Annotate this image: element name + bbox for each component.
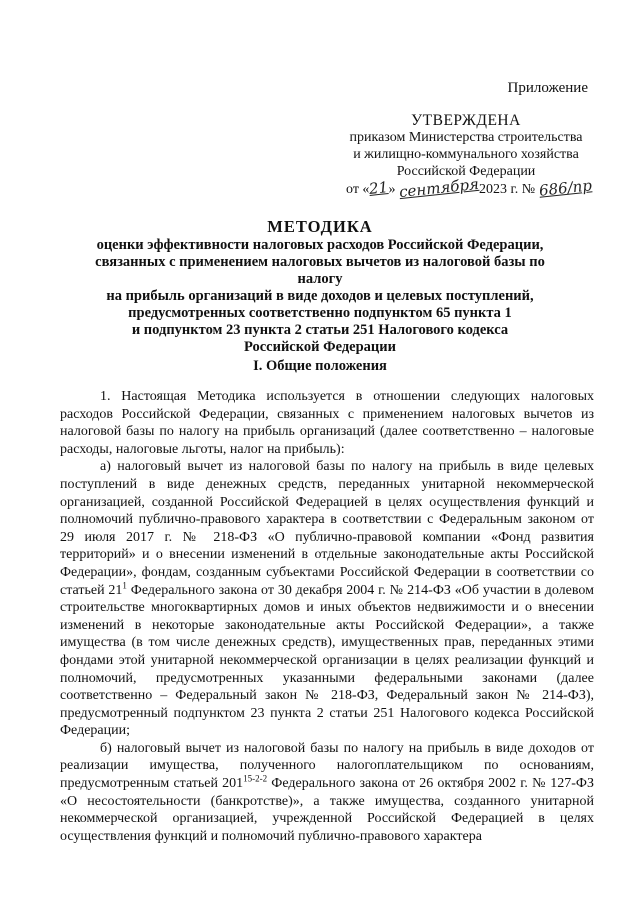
approved-heading: УТВЕРЖДЕНА	[411, 112, 521, 129]
approval-block	[336, 112, 596, 202]
handwritten-order-number: 686/пр	[537, 176, 593, 200]
order-line-3: Российской Федерации	[396, 164, 536, 179]
title-line: Российской Федерации	[243, 339, 396, 355]
paragraph-b: б) налоговый вычет из налоговой базы по налогу на прибыль в виде доходов от реализации имущества, полученного налогоплательщиком по основаниям, предусмотренным статьей 201$^{15-2-2}$ Федерального закона от 26 октября 2002 г. № 127-ФЗ «О несостоятельности (банкротстве)», а также имущества, созданного унитарной некоммерческой организацией, учрежденной Российской Федерацией в целях осуществления функций и полномочий публично-правового характера	[60, 740, 594, 844]
document-body	[60, 388, 594, 845]
order-date-line: от «21» сентября2023 г. № 686/пр	[346, 174, 593, 202]
title-line: на прибыль организаций в виде доходов и целевых поступлений,	[106, 288, 534, 304]
order-line-2: и жилищно-коммунального хозяйства	[353, 147, 579, 162]
paragraph-a: а) налоговый вычет из налоговой базы по налогу на прибыль в виде целевых поступлений в виде денежных средств, переданных унитарной некоммерческой организацией, созданной Российской Федерацией в целях осуществления функций и полномочий публично-правового характера в соответствии с Федеральным законом от 29 июля 2017 г. № 218-ФЗ «О публично-правовой компании «Фонд развития территорий» и о внесении изменений в отдельные законодательные акты Российской Федерации», фондам, созданным субъектами Российской Федерации в соответствии со статьей $21^1$ Федерального закона от 30 декабря 2004 г. № 214-ФЗ «Об участии в долевом строительстве многоквартирных домов и иных объектов недвижимости и о внесении изменений в некоторые законодательные акты Российской Федерации», а также имущества (в том числе денежных средств), имущественных прав, переданных этими фондами этой унитарной некоммерческой организации в целях реализации функций и полномочий, предусмотренных указанными федеральными законами (далее соответственно – Федеральный закон № 218-ФЗ, Федеральный закон № 214-ФЗ), предусмотренный подпунктом 23 пункта 2 статьи 251 Налогового кодекса Российской Федерации;	[60, 459, 594, 739]
handwritten-day: 21	[368, 178, 390, 198]
title-line: оценки эффективности налоговых расходов Российской Федерации,	[96, 237, 544, 253]
document-title	[80, 218, 560, 356]
title-line: связанных с применением налоговых вычетов из налоговой базы по налогу	[95, 254, 545, 287]
handwritten-month: сентября	[398, 174, 480, 202]
paragraph-1: 1. Настоящая Методика используется в отношении следующих налоговых расходов Российской Федерации, связанных с применением налоговых вычетов из налоговой базы по налогу на прибыль организаций (далее соответственно – налоговые расходы, налоговые льготы, налог на прибыль):	[60, 389, 594, 457]
appendix-label: Приложение	[507, 80, 588, 96]
title-line: и подпунктом 23 пункта 2 статьи 251 Налогового кодекса	[131, 322, 509, 338]
order-line-1: приказом Министерства строительства	[349, 130, 583, 145]
title-line: предусмотренных соответственно подпунктом 65 пункта 1	[128, 305, 512, 321]
title-main: МЕТОДИКА	[267, 217, 373, 236]
section-heading: I. Общие положения	[253, 358, 387, 374]
